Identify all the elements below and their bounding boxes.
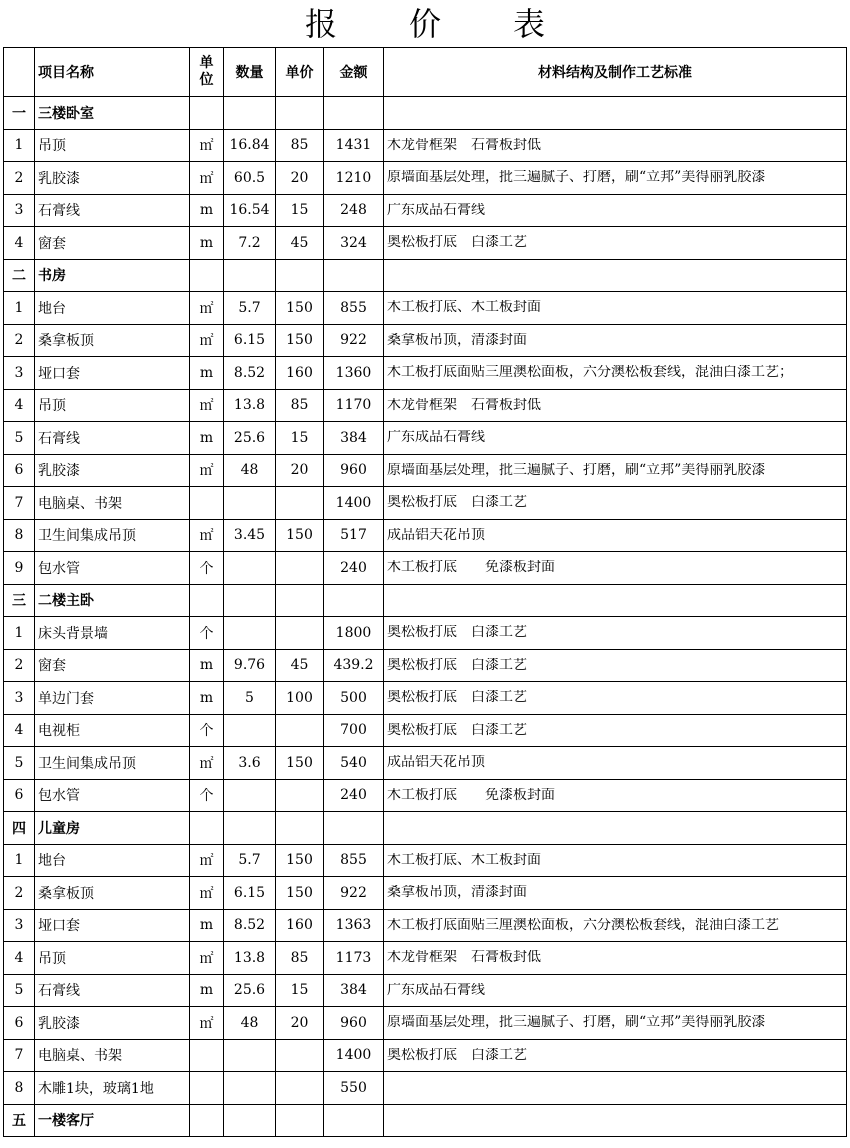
- description-text: 原墙面基层处理，批三遍腻子、打磨，刷“立邦”美得丽乳胶漆: [387, 1015, 766, 1031]
- item-name: 窗套: [35, 649, 190, 682]
- item-name: 桑拿板顶: [35, 324, 190, 357]
- unit-cell: ㎡: [190, 292, 224, 325]
- description-text: 奥松板打底 白漆工艺: [387, 235, 527, 251]
- amount-cell: [324, 584, 384, 617]
- quantity-cell: 48: [224, 1007, 276, 1040]
- amount-cell: 248: [324, 194, 384, 227]
- quantity-cell: 8.52: [224, 909, 276, 942]
- row-number: 4: [4, 389, 35, 422]
- unit-price-cell: 45: [276, 227, 324, 260]
- table-row: [4, 844, 847, 877]
- description-text: 奥松板打底 白漆工艺: [387, 722, 527, 738]
- description-cell: [384, 292, 847, 325]
- unit-cell: [190, 97, 224, 130]
- quantity-cell: 13.8: [224, 942, 276, 975]
- unit-cell: m: [190, 682, 224, 715]
- unit-cell: [190, 259, 224, 292]
- table-row: [4, 422, 847, 455]
- description-text: 原墙面基层处理，批三遍腻子、打磨，刷“立邦”美得丽乳胶漆: [387, 170, 766, 186]
- quantity-cell: [224, 487, 276, 520]
- amount-cell: 384: [324, 974, 384, 1007]
- row-number: 三: [4, 584, 35, 617]
- table-row: [4, 877, 847, 910]
- item-name: 书房: [35, 259, 190, 292]
- header-unit-text: 单位: [199, 55, 214, 88]
- item-name: 电脑桌、书架: [35, 487, 190, 520]
- quantity-cell: [224, 259, 276, 292]
- item-name: 垭口套: [35, 909, 190, 942]
- unit-price-cell: [276, 779, 324, 812]
- header-no: [4, 48, 35, 97]
- description-text: 广东成品石膏线: [387, 202, 485, 218]
- row-number: 6: [4, 1007, 35, 1040]
- row-number: 1: [4, 129, 35, 162]
- item-name: 包水管: [35, 779, 190, 812]
- amount-cell: 1360: [324, 357, 384, 390]
- unit-cell: 个: [190, 552, 224, 585]
- quantity-cell: 16.54: [224, 194, 276, 227]
- description-cell: [384, 682, 847, 715]
- item-name: 桑拿板顶: [35, 877, 190, 910]
- quantity-cell: 25.6: [224, 422, 276, 455]
- unit-price-cell: 85: [276, 389, 324, 422]
- row-number: 7: [4, 1039, 35, 1072]
- description-cell: [384, 97, 847, 130]
- table-row: [4, 1007, 847, 1040]
- table-row: [4, 194, 847, 227]
- item-name: 卫生间集成吊顶: [35, 747, 190, 780]
- description-text: 木工板打底面贴三厘澳松面板，六分澳松板套线，混油白漆工艺: [387, 917, 779, 933]
- unit-price-cell: 20: [276, 454, 324, 487]
- description-cell: [384, 909, 847, 942]
- description-text: 奥松板打底 白漆工艺: [387, 625, 527, 641]
- description-text: 木工板打底面贴三厘澳松面板，六分澳松板套线，混油白漆工艺；: [387, 365, 793, 381]
- unit-cell: ㎡: [190, 877, 224, 910]
- description-cell: [384, 1104, 847, 1137]
- quantity-cell: [224, 779, 276, 812]
- table-row: [4, 129, 847, 162]
- description-text: 广东成品石膏线: [387, 430, 485, 446]
- description-cell: [384, 1072, 847, 1105]
- item-name: 三楼卧室: [35, 97, 190, 130]
- unit-cell: ㎡: [190, 162, 224, 195]
- item-name: 地台: [35, 292, 190, 325]
- unit-cell: ㎡: [190, 129, 224, 162]
- item-name: 垭口套: [35, 357, 190, 390]
- item-name: 乳胶漆: [35, 1007, 190, 1040]
- unit-price-cell: 20: [276, 1007, 324, 1040]
- table-header-row: [4, 48, 847, 97]
- table-row: [4, 942, 847, 975]
- row-number: 9: [4, 552, 35, 585]
- unit-cell: m: [190, 909, 224, 942]
- quantity-cell: [224, 97, 276, 130]
- row-number: 1: [4, 292, 35, 325]
- unit-price-cell: [276, 617, 324, 650]
- item-name: 窗套: [35, 227, 190, 260]
- table-row: [4, 682, 847, 715]
- quantity-cell: 60.5: [224, 162, 276, 195]
- table-row: [4, 519, 847, 552]
- unit-cell: m: [190, 422, 224, 455]
- description-cell: [384, 844, 847, 877]
- row-number: 1: [4, 617, 35, 650]
- description-cell: [384, 357, 847, 390]
- quantity-cell: 13.8: [224, 389, 276, 422]
- table-row: [4, 747, 847, 780]
- table-row: [4, 1072, 847, 1105]
- item-name: 乳胶漆: [35, 162, 190, 195]
- amount-cell: 1363: [324, 909, 384, 942]
- description-text: 木工板打底 免漆板封面: [387, 787, 555, 803]
- item-name: 电脑桌、书架: [35, 1039, 190, 1072]
- section-row: [4, 1104, 847, 1137]
- amount-cell: 960: [324, 1007, 384, 1040]
- table-row: [4, 324, 847, 357]
- unit-cell: [190, 1039, 224, 1072]
- amount-cell: 384: [324, 422, 384, 455]
- amount-cell: 1170: [324, 389, 384, 422]
- unit-cell: [190, 584, 224, 617]
- header-desc: 材料结构及制作工艺标准: [384, 48, 847, 97]
- unit-price-cell: 150: [276, 519, 324, 552]
- description-cell: [384, 747, 847, 780]
- title-char: 价: [408, 5, 441, 43]
- header-amount: 金额: [324, 48, 384, 97]
- unit-cell: m: [190, 357, 224, 390]
- amount-cell: [324, 97, 384, 130]
- unit-price-cell: [276, 1072, 324, 1105]
- amount-cell: 960: [324, 454, 384, 487]
- unit-price-cell: 150: [276, 324, 324, 357]
- unit-price-cell: 150: [276, 844, 324, 877]
- amount-cell: 540: [324, 747, 384, 780]
- description-cell: [384, 617, 847, 650]
- row-number: 2: [4, 877, 35, 910]
- description-text: 奥松板打底 白漆工艺: [387, 690, 527, 706]
- quantity-cell: [224, 584, 276, 617]
- amount-cell: 550: [324, 1072, 384, 1105]
- description-text: 木工板打底、木工板封面: [387, 852, 541, 868]
- unit-cell: ㎡: [190, 747, 224, 780]
- quantity-cell: 5.7: [224, 292, 276, 325]
- quantity-cell: [224, 617, 276, 650]
- unit-cell: 个: [190, 779, 224, 812]
- amount-cell: 240: [324, 552, 384, 585]
- page-title: [0, 2, 850, 46]
- table-row: [4, 162, 847, 195]
- amount-cell: 240: [324, 779, 384, 812]
- unit-price-cell: 150: [276, 292, 324, 325]
- table-row: [4, 909, 847, 942]
- row-number: 5: [4, 974, 35, 1007]
- unit-price-cell: [276, 259, 324, 292]
- row-number: 2: [4, 649, 35, 682]
- description-cell: [384, 649, 847, 682]
- description-cell: [384, 714, 847, 747]
- section-row: [4, 584, 847, 617]
- table-row: [4, 779, 847, 812]
- unit-cell: ㎡: [190, 519, 224, 552]
- item-name: 床头背景墙: [35, 617, 190, 650]
- unit-price-cell: 150: [276, 877, 324, 910]
- unit-price-cell: 15: [276, 422, 324, 455]
- description-cell: [384, 552, 847, 585]
- quantity-cell: 3.45: [224, 519, 276, 552]
- unit-price-cell: [276, 552, 324, 585]
- amount-cell: 1800: [324, 617, 384, 650]
- row-number: 3: [4, 357, 35, 390]
- unit-cell: [190, 1072, 224, 1105]
- description-text: 奥松板打底 白漆工艺: [387, 1047, 527, 1063]
- description-cell: [384, 779, 847, 812]
- quantity-cell: [224, 812, 276, 845]
- quantity-cell: 9.76: [224, 649, 276, 682]
- item-name: 石膏线: [35, 422, 190, 455]
- table-row: [4, 714, 847, 747]
- table-row: [4, 974, 847, 1007]
- description-text: 桑拿板吊顶，清漆封面: [387, 885, 527, 901]
- amount-cell: 500: [324, 682, 384, 715]
- row-number: 5: [4, 747, 35, 780]
- description-text: 木龙骨框架 石膏板封低: [387, 397, 541, 413]
- row-number: 4: [4, 714, 35, 747]
- unit-price-cell: 160: [276, 909, 324, 942]
- header-unit: [190, 48, 224, 97]
- table-row: [4, 389, 847, 422]
- row-number: 一: [4, 97, 35, 130]
- row-number: 3: [4, 194, 35, 227]
- description-cell: [384, 194, 847, 227]
- item-name: 吊顶: [35, 389, 190, 422]
- description-cell: [384, 1007, 847, 1040]
- unit-price-cell: [276, 1039, 324, 1072]
- item-name: 儿童房: [35, 812, 190, 845]
- quantity-cell: [224, 1072, 276, 1105]
- header-name: 项目名称: [35, 48, 190, 97]
- description-cell: [384, 942, 847, 975]
- item-name: 电视柜: [35, 714, 190, 747]
- unit-price-cell: [276, 487, 324, 520]
- title-char: 报: [304, 5, 337, 43]
- description-cell: [384, 227, 847, 260]
- item-name: 单边门套: [35, 682, 190, 715]
- row-number: 4: [4, 942, 35, 975]
- unit-price-cell: 15: [276, 974, 324, 1007]
- quantity-cell: [224, 552, 276, 585]
- item-name: 木雕1块，玻璃1地: [35, 1072, 190, 1105]
- unit-cell: ㎡: [190, 389, 224, 422]
- quantity-cell: [224, 714, 276, 747]
- description-cell: [384, 454, 847, 487]
- amount-cell: 922: [324, 877, 384, 910]
- item-name: 乳胶漆: [35, 454, 190, 487]
- description-text: 木工板打底、木工板封面: [387, 300, 541, 316]
- description-cell: [384, 519, 847, 552]
- unit-cell: m: [190, 649, 224, 682]
- quote-table: [3, 47, 847, 1137]
- item-name: 卫生间集成吊顶: [35, 519, 190, 552]
- row-number: 1: [4, 844, 35, 877]
- section-row: [4, 97, 847, 130]
- row-number: 四: [4, 812, 35, 845]
- table-row: [4, 649, 847, 682]
- description-cell: [384, 487, 847, 520]
- row-number: 2: [4, 324, 35, 357]
- header-qty: 数量: [224, 48, 276, 97]
- description-cell: [384, 324, 847, 357]
- quantity-cell: 48: [224, 454, 276, 487]
- amount-cell: 1400: [324, 487, 384, 520]
- amount-cell: 1173: [324, 942, 384, 975]
- description-text: 奥松板打底 白漆工艺: [387, 657, 527, 673]
- description-cell: [384, 389, 847, 422]
- amount-cell: [324, 1104, 384, 1137]
- amount-cell: 1400: [324, 1039, 384, 1072]
- unit-cell: [190, 1104, 224, 1137]
- amount-cell: [324, 812, 384, 845]
- description-cell: [384, 877, 847, 910]
- unit-price-cell: 85: [276, 942, 324, 975]
- row-number: 4: [4, 227, 35, 260]
- item-name: 吊顶: [35, 129, 190, 162]
- description-cell: [384, 1039, 847, 1072]
- unit-cell: 个: [190, 617, 224, 650]
- unit-cell: ㎡: [190, 454, 224, 487]
- amount-cell: 517: [324, 519, 384, 552]
- item-name: 包水管: [35, 552, 190, 585]
- unit-price-cell: [276, 1104, 324, 1137]
- table-row: [4, 454, 847, 487]
- item-name: 石膏线: [35, 194, 190, 227]
- table-row: [4, 552, 847, 585]
- description-cell: [384, 812, 847, 845]
- description-cell: [384, 162, 847, 195]
- amount-cell: [324, 259, 384, 292]
- unit-price-cell: 150: [276, 747, 324, 780]
- unit-price-cell: [276, 584, 324, 617]
- quantity-cell: 5.7: [224, 844, 276, 877]
- unit-price-cell: 45: [276, 649, 324, 682]
- table-row: [4, 487, 847, 520]
- unit-cell: ㎡: [190, 324, 224, 357]
- unit-price-cell: 85: [276, 129, 324, 162]
- description-text: 桑拿板吊顶，清漆封面: [387, 332, 527, 348]
- quantity-cell: [224, 1039, 276, 1072]
- unit-price-cell: [276, 812, 324, 845]
- row-number: 6: [4, 779, 35, 812]
- description-text: 广东成品石膏线: [387, 982, 485, 998]
- unit-cell: m: [190, 974, 224, 1007]
- unit-price-cell: [276, 97, 324, 130]
- description-text: 成品铝天花吊顶: [387, 755, 485, 771]
- unit-cell: ㎡: [190, 1007, 224, 1040]
- description-text: 木龙骨框架 石膏板封低: [387, 950, 541, 966]
- row-number: 7: [4, 487, 35, 520]
- quantity-cell: 6.15: [224, 877, 276, 910]
- table-row: [4, 1039, 847, 1072]
- amount-cell: 855: [324, 844, 384, 877]
- row-number: 5: [4, 422, 35, 455]
- quantity-cell: 25.6: [224, 974, 276, 1007]
- unit-cell: [190, 487, 224, 520]
- section-row: [4, 812, 847, 845]
- amount-cell: 700: [324, 714, 384, 747]
- row-number: 8: [4, 1072, 35, 1105]
- quantity-cell: 3.6: [224, 747, 276, 780]
- description-cell: [384, 259, 847, 292]
- row-number: 五: [4, 1104, 35, 1137]
- quantity-cell: 7.2: [224, 227, 276, 260]
- item-name: 地台: [35, 844, 190, 877]
- unit-price-cell: 15: [276, 194, 324, 227]
- table-row: [4, 617, 847, 650]
- unit-cell: m: [190, 227, 224, 260]
- table-row: [4, 227, 847, 260]
- amount-cell: 1210: [324, 162, 384, 195]
- row-number: 2: [4, 162, 35, 195]
- item-name: 一楼客厅: [35, 1104, 190, 1137]
- description-cell: [384, 584, 847, 617]
- table-row: [4, 357, 847, 390]
- description-text: 木工板打底 免漆板封面: [387, 560, 555, 576]
- item-name: 吊顶: [35, 942, 190, 975]
- row-number: 6: [4, 454, 35, 487]
- table-row: [4, 292, 847, 325]
- row-number: 3: [4, 682, 35, 715]
- unit-cell: m: [190, 194, 224, 227]
- header-price: 单价: [276, 48, 324, 97]
- row-number: 二: [4, 259, 35, 292]
- amount-cell: 324: [324, 227, 384, 260]
- unit-price-cell: 160: [276, 357, 324, 390]
- description-cell: [384, 129, 847, 162]
- amount-cell: 922: [324, 324, 384, 357]
- unit-cell: [190, 812, 224, 845]
- description-text: 奥松板打底 白漆工艺: [387, 495, 527, 511]
- quantity-cell: 6.15: [224, 324, 276, 357]
- table-body: [4, 97, 847, 1137]
- quantity-cell: 8.52: [224, 357, 276, 390]
- quantity-cell: 5: [224, 682, 276, 715]
- description-text: 原墙面基层处理，批三遍腻子、打磨，刷“立邦”美得丽乳胶漆: [387, 462, 766, 478]
- amount-cell: 439.2: [324, 649, 384, 682]
- row-number: 3: [4, 909, 35, 942]
- item-name: 二楼主卧: [35, 584, 190, 617]
- description-cell: [384, 974, 847, 1007]
- description-text: 成品铝天花吊顶: [387, 527, 485, 543]
- unit-cell: ㎡: [190, 942, 224, 975]
- row-number: 8: [4, 519, 35, 552]
- amount-cell: 1431: [324, 129, 384, 162]
- description-cell: [384, 422, 847, 455]
- section-row: [4, 259, 847, 292]
- quantity-cell: [224, 1104, 276, 1137]
- quantity-cell: 16.84: [224, 129, 276, 162]
- unit-price-cell: 100: [276, 682, 324, 715]
- amount-cell: 855: [324, 292, 384, 325]
- unit-price-cell: [276, 714, 324, 747]
- unit-cell: ㎡: [190, 844, 224, 877]
- item-name: 石膏线: [35, 974, 190, 1007]
- unit-cell: 个: [190, 714, 224, 747]
- description-text: 木龙骨框架 石膏板封低: [387, 137, 541, 153]
- unit-price-cell: 20: [276, 162, 324, 195]
- title-char: 表: [513, 5, 546, 43]
